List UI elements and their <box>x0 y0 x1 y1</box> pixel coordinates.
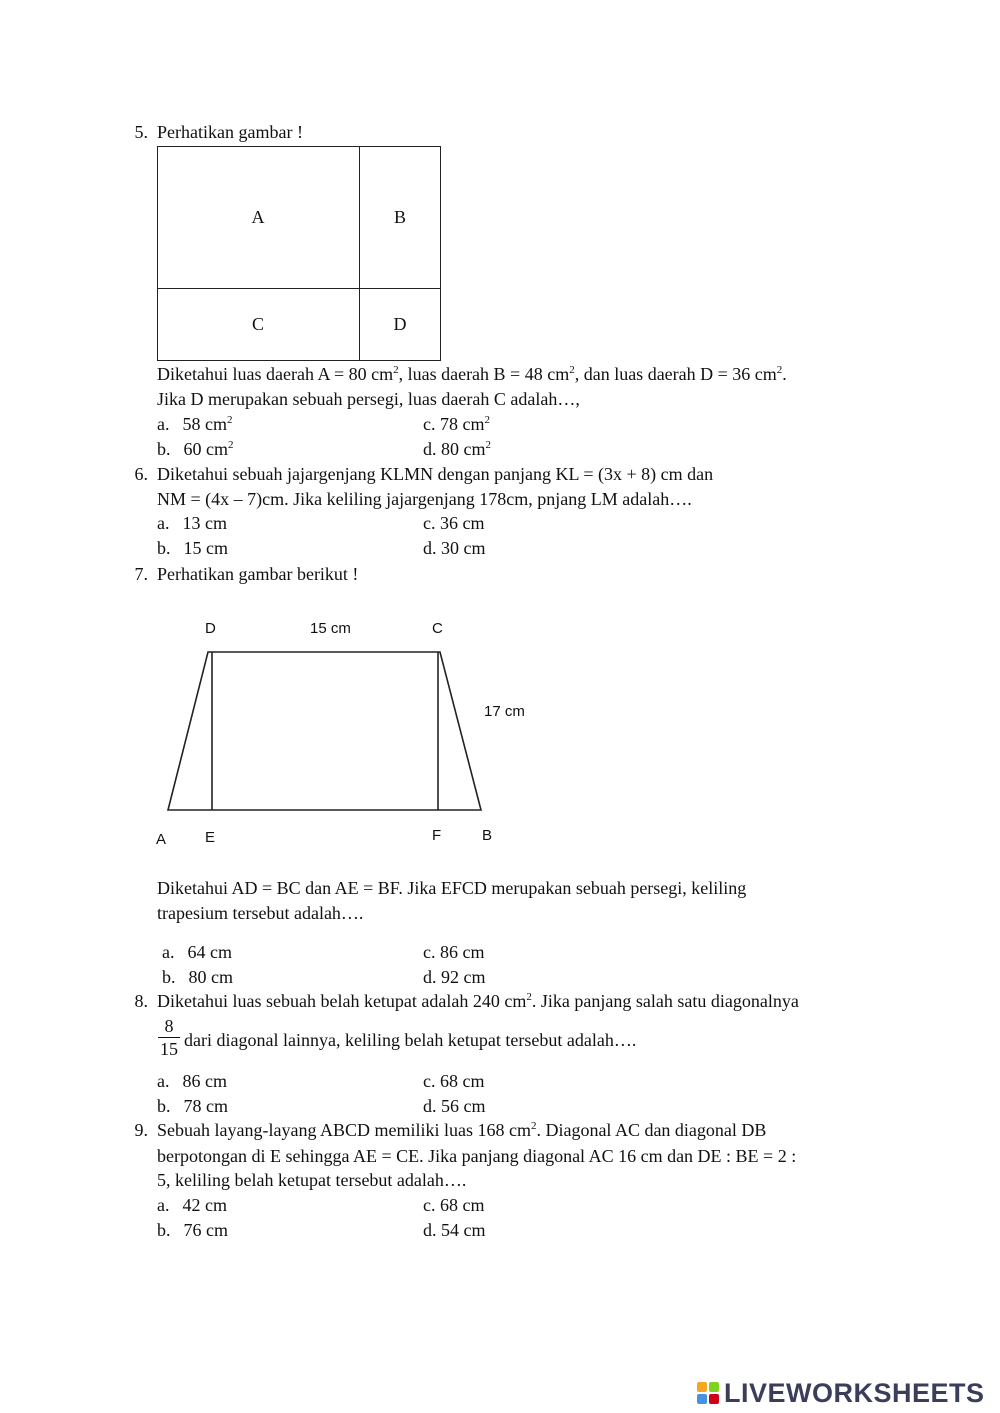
region-c-label: C <box>251 314 264 334</box>
q5-option-b[interactable]: b. 60 $cm^2$ <box>157 439 234 459</box>
vertex-e-label: E <box>205 829 216 846</box>
fraction-numerator: 8 <box>164 1016 174 1036</box>
q7-text-line1: Diketahui AD = BC dan AE = BF. Jika EFCD merupakan sebuah persegi, keliling <box>157 878 747 898</box>
q7-prompt: Perhatikan gambar berikut ! <box>157 564 359 584</box>
q6-option-a[interactable]: a. 13 cm <box>157 513 227 533</box>
q7-text-line2: trapesium tersebut adalah…. <box>157 903 364 923</box>
vertex-a-label: A <box>156 831 167 848</box>
liveworksheets-logo[interactable] <box>697 1377 985 1409</box>
q8-option-b[interactable]: b. 78 cm <box>157 1096 228 1116</box>
q9-option-d[interactable]: d. 54 cm <box>423 1220 486 1240</box>
q8-text-line1: Diketahui luas sebuah belah ketupat adalah 240 $cm^2$. Jika panjang salah satu diagonalnya <box>157 991 799 1011</box>
q7-option-a[interactable]: a. 64 cm <box>162 942 232 962</box>
q6-number: 6. <box>134 464 148 484</box>
q9-text-line3: 5, keliling belah ketupat tersebut adalah…. <box>157 1170 467 1190</box>
region-d-label: D <box>393 314 407 334</box>
q6-option-b[interactable]: b. 15 cm <box>157 538 228 558</box>
q7-number: 7. <box>134 564 148 584</box>
q8-option-c[interactable]: c. 68 cm <box>423 1071 485 1091</box>
vertex-d-label: D <box>205 620 216 637</box>
q6-text-line1: Diketahui sebuah jajargenjang KLMN dengan panjang KL = (3x + 8) cm dan <box>157 464 714 484</box>
q5-option-d[interactable]: d. 80 $cm^2$ <box>423 439 491 459</box>
q9-text-line1: Sebuah layang-layang ABCD memiliki luas 168 $cm^2$. Diagonal AC dan diagonal DB <box>157 1120 767 1140</box>
q5-option-a[interactable]: a. 58 $cm^2$ <box>157 414 233 434</box>
q8-text-line2: dari diagonal lainnya, keliling belah ketupat tersebut adalah…. <box>184 1030 637 1050</box>
q8-number: 8. <box>134 991 148 1011</box>
vertex-c-label: C <box>432 620 443 637</box>
q6-option-d[interactable]: d. 30 cm <box>423 538 486 558</box>
q9-option-b[interactable]: b. 76 cm <box>157 1220 228 1240</box>
q5-option-c[interactable]: c. 78 $cm^2$ <box>423 414 490 434</box>
q9-number: 9. <box>134 1120 148 1140</box>
vertex-f-label: F <box>432 827 442 844</box>
q7-option-c[interactable]: c. 86 cm <box>423 942 485 962</box>
q6-option-c[interactable]: c. 36 cm <box>423 513 485 533</box>
q5-prompt: Perhatikan gambar ! <box>157 122 303 142</box>
trapezoid-outline <box>168 652 481 810</box>
q9-option-a[interactable]: a. 42 cm <box>157 1195 227 1215</box>
q5-text-line1: Diketahui luas daerah A = 80 $cm^2$, luas daerah B = 48 $cm^2$, dan luas daerah D = 36 $cm^2$. <box>157 364 787 384</box>
q8-option-a[interactable]: a. 86 cm <box>157 1071 227 1091</box>
q9-option-c[interactable]: c. 68 cm <box>423 1195 485 1215</box>
q5-text-line2: Jika D merupakan sebuah persegi, luas daerah C adalah…, <box>157 389 580 409</box>
vertex-b-label: B <box>482 827 493 844</box>
region-a-label: A <box>251 207 265 227</box>
q7-option-d[interactable]: d. 92 cm <box>423 967 486 987</box>
region-b-label: B <box>393 207 406 227</box>
top-length-label: 15 cm <box>310 620 351 637</box>
logo-mark-icon <box>697 1382 719 1404</box>
side-length-label: 17 cm <box>484 703 525 720</box>
q8-fraction <box>157 1016 181 1059</box>
q7-option-b[interactable]: b. 80 cm <box>162 967 233 987</box>
q6-text-line2: NM = (4x – 7)cm. Jika keliling jajargenjang 178cm, pnjang LM adalah…. <box>157 489 692 509</box>
q9-text-line2: berpotongan di E sehingga AE = CE. Jika panjang diagonal AC 16 cm dan DE : BE = 2 : <box>157 1146 797 1166</box>
q5-number: 5. <box>134 122 148 142</box>
q8-option-d[interactable]: d. 56 cm <box>423 1096 486 1116</box>
logo-text: LIVEWORKSHEETS <box>724 1377 985 1408</box>
fraction-denominator: 15 <box>160 1039 178 1059</box>
